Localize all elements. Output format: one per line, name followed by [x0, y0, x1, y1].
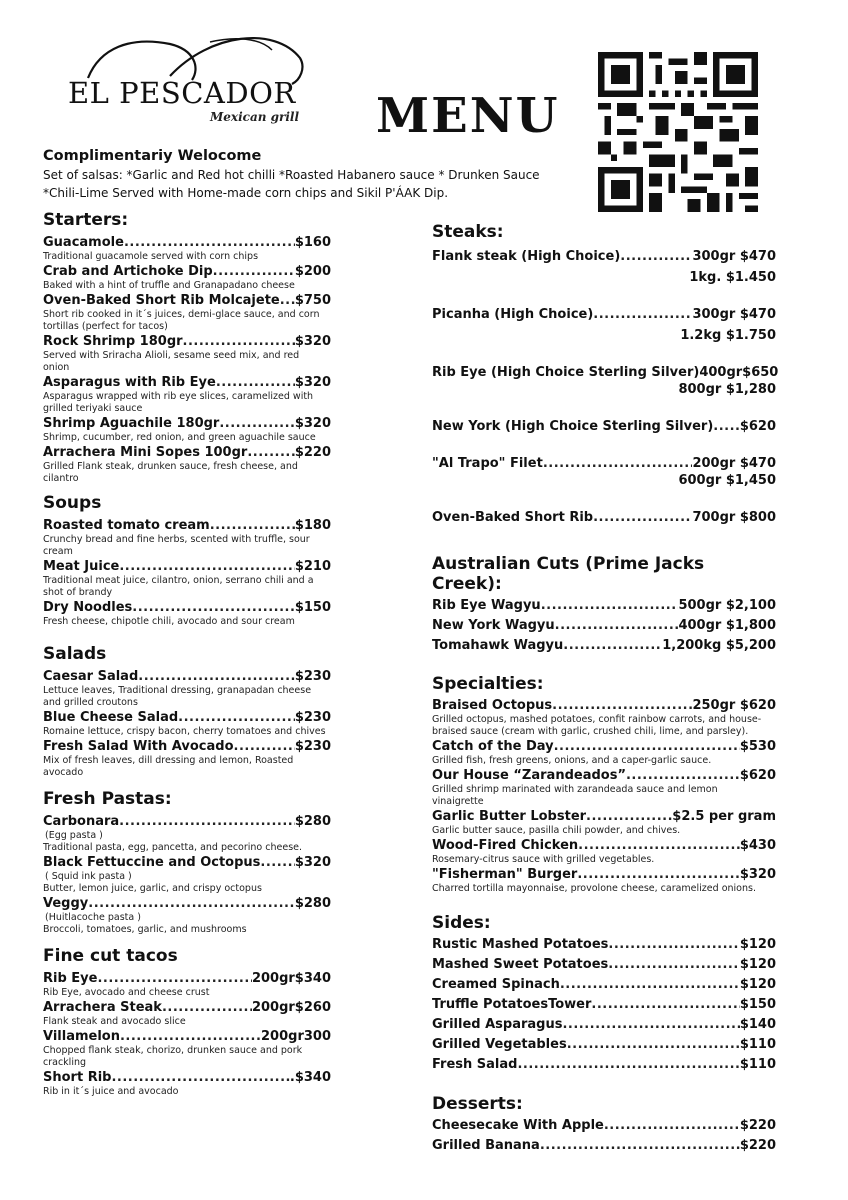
section-title-specialties: Specialties:: [432, 674, 544, 694]
menu-item: [432, 617, 776, 634]
menu-item: [43, 738, 331, 779]
item-price: $180: [294, 518, 331, 533]
item-price: $140: [739, 1017, 776, 1032]
item-name: Fresh Salad With Avocado: [43, 739, 234, 754]
item-description: Served with Sriracha Alioli, sesame seed mix, and red onion: [43, 350, 300, 373]
item-price: $320: [739, 867, 776, 882]
item-description: Rib in it´s juice and avocado: [43, 1086, 179, 1097]
item-price: 500gr $2,100: [678, 598, 776, 613]
item-price: $280: [294, 896, 331, 911]
item-description: Mix of fresh leaves, dill dressing and lemon, Roasted avocado: [43, 755, 294, 778]
item-name: Cheesecake With Apple: [432, 1118, 604, 1133]
item-description: Traditional meat juice, cilantro, onion, serrano chili and a shot of brandy: [43, 575, 314, 598]
section-title-desserts: Desserts:: [432, 1094, 523, 1114]
item-price: $230: [294, 669, 331, 684]
item-price: $220: [739, 1118, 776, 1133]
section-title-salads: Salads: [43, 644, 107, 664]
menu-item: [43, 415, 331, 444]
item-name: Veggy: [43, 896, 89, 911]
item-price: 400gr$650: [699, 365, 779, 380]
item-name: Garlic Butter Lobster: [432, 809, 587, 824]
item-price: $430: [739, 838, 776, 853]
item-name: Grilled Vegetables: [432, 1037, 567, 1052]
menu-item: [43, 854, 331, 895]
menu-item: [432, 248, 776, 286]
item-price: $200: [294, 264, 331, 279]
item-price-large: 600gr $1,450: [678, 473, 776, 488]
section-title-steaks: Steaks:: [432, 222, 504, 242]
item-description: Fresh cheese, chipotle chili, avocado and sour cream: [43, 616, 295, 627]
menu-item: [43, 374, 331, 415]
menu-item: [432, 837, 776, 866]
item-price: $150: [739, 997, 776, 1012]
item-name: Grilled Asparagus: [432, 1017, 563, 1032]
menu-item: [43, 444, 331, 485]
left-column: [43, 210, 331, 1098]
item-price: $230: [294, 710, 331, 725]
item-description: Baked with a hint of truffle and Granapadano cheese: [43, 280, 295, 291]
item-description: Short rib cooked in it´s juices, demi-glace sauce, and corn tortillas (perfect for tacos): [43, 309, 320, 332]
item-name: Rib Eye (High Choice Sterling Silver): [432, 365, 700, 380]
menu-item: [43, 558, 331, 599]
item-description: Charred tortilla mayonnaise, provolone cheese, caramelized onions.: [432, 883, 756, 894]
menu-item: [432, 976, 776, 993]
item-name: Tomahawk Wagyu: [432, 638, 564, 653]
item-name: Dry Noodles: [43, 600, 133, 615]
section-title-soups: Soups: [43, 493, 102, 513]
menu-item: [432, 1137, 776, 1154]
menu-item: [432, 418, 776, 435]
item-price: 300gr $470: [692, 307, 776, 322]
item-name: Caesar Salad: [43, 669, 139, 684]
item-price: $620: [739, 419, 776, 434]
menu-item: [432, 866, 776, 895]
item-name: Fresh Salad: [432, 1057, 518, 1072]
welcome-block: [43, 148, 583, 202]
item-price: $220: [294, 445, 331, 460]
item-price-large: 1kg. $1.450: [689, 270, 776, 285]
item-description: Grilled Flank steak, drunken sauce, fresh cheese, and cilantro: [43, 461, 298, 484]
item-name: Oven-Baked Short Rib: [432, 510, 594, 525]
menu-item: [43, 1028, 331, 1069]
item-name: Villamelon: [43, 1029, 120, 1044]
menu-item: [43, 517, 331, 558]
item-name: Truffle PotatoesTower: [432, 997, 592, 1012]
brand-tagline: Mexican grill: [210, 110, 300, 124]
menu-item: [43, 234, 331, 263]
item-name: Oven-Baked Short Rib Molcajete: [43, 293, 280, 308]
menu-item: [432, 996, 776, 1013]
menu-item: [43, 292, 331, 333]
item-name: Crab and Artichoke Dip: [43, 264, 213, 279]
menu-item: [432, 697, 776, 738]
item-name: Our House “Zarandeados”: [432, 768, 626, 783]
item-price: $320: [294, 855, 331, 870]
item-name: Black Fettuccine and Octopus: [43, 855, 261, 870]
section-title-sides: Sides:: [432, 913, 491, 933]
item-price: $120: [739, 977, 776, 992]
item-price: 300gr $470: [692, 249, 776, 264]
item-description: Rosemary-citrus sauce with grilled vegetables.: [432, 854, 655, 865]
item-description: Grilled fish, fresh greens, onions, and a caper-garlic sauce.: [432, 755, 712, 766]
menu-item: [432, 1117, 776, 1134]
item-price: 200gr300: [261, 1029, 331, 1044]
item-name: Rustic Mashed Potatoes: [432, 937, 609, 952]
item-price: $220: [739, 1138, 776, 1153]
menu-item: [432, 455, 776, 489]
item-name: Carbonara: [43, 814, 120, 829]
menu-item: [432, 808, 776, 837]
item-name: Creamed Spinach: [432, 977, 560, 992]
item-name: Shrimp Aguachile 180gr: [43, 416, 220, 431]
item-price: 700gr $800: [692, 510, 776, 525]
menu-item: [432, 738, 776, 767]
item-price: $530: [739, 739, 776, 754]
item-description: Grilled octopus, mashed potatoes, confit rainbow carrots, and house-braised sauce (cream with garlic, crushed chili, lime, and parsley).: [432, 714, 762, 737]
welcome-title: Complimentariy Welocome: [43, 148, 262, 164]
menu-item: [432, 509, 776, 526]
item-price: $160: [294, 235, 331, 250]
item-price: $2.5 per gram: [672, 809, 776, 824]
menu-item: [43, 970, 331, 999]
item-description: Flank steak and avocado slice: [43, 1016, 186, 1027]
qr-code-icon[interactable]: [598, 52, 758, 212]
item-name: Arrachera Mini Sopes 100gr: [43, 445, 248, 460]
menu-item: [432, 936, 776, 953]
item-price-large: 800gr $1,280: [678, 382, 776, 397]
menu-item: [432, 1036, 776, 1053]
item-name: Wood-Fired Chicken: [432, 838, 579, 853]
item-price: 250gr $620: [692, 698, 776, 713]
menu-item: [432, 597, 776, 614]
item-price: $120: [739, 937, 776, 952]
item-price: $150: [294, 600, 331, 615]
menu-item: [43, 333, 331, 374]
item-name: Braised Octopus: [432, 698, 553, 713]
brand-name: EL PESCADOR: [68, 76, 296, 110]
menu-item: [43, 1069, 331, 1098]
item-price: 200gr $470: [692, 456, 776, 471]
item-description: Garlic butter sauce, pasilla chili powder, and chives.: [432, 825, 681, 836]
menu-item: [43, 813, 331, 854]
item-name: Rib Eye Wagyu: [432, 598, 541, 613]
item-name: Asparagus with Rib Eye: [43, 375, 216, 390]
item-name: Rock Shrimp 180gr: [43, 334, 183, 349]
item-price: $320: [294, 334, 331, 349]
menu-item: [432, 956, 776, 973]
right-column: [432, 222, 779, 1154]
item-description: Shrimp, cucumber, red onion, and green aguachile sauce: [43, 432, 316, 443]
item-description: Chopped flank steak, chorizo, drunken sauce and pork crackling: [43, 1045, 303, 1068]
item-price: 200gr$260: [251, 1000, 331, 1015]
item-price: $230: [294, 739, 331, 754]
item-name: Grilled Banana: [432, 1138, 540, 1153]
item-name: "Al Trapo" Filet: [432, 456, 543, 471]
item-name: Guacamole: [43, 235, 124, 250]
menu-item: [43, 263, 331, 292]
welcome-line-1: Set of salsas: *Garlic and Red hot chilli *Roasted Habanero sauce * Drunken Sauce: [43, 168, 540, 182]
section-title-australian: Australian Cuts (Prime Jacks Creek):: [432, 554, 705, 594]
menu-item: [432, 1016, 776, 1033]
item-name: New York Wagyu: [432, 618, 555, 633]
item-price: .$340: [289, 1070, 331, 1085]
item-description: Butter, lemon juice, garlic, and crispy octopus: [43, 883, 262, 894]
menu-title: MENU: [376, 88, 560, 144]
item-name: Blue Cheese Salad: [43, 710, 179, 725]
item-price: $320: [294, 375, 331, 390]
item-name: New York (High Choice Sterling Silver): [432, 419, 714, 434]
menu-item: [43, 599, 331, 628]
item-name: Roasted tomato cream: [43, 518, 210, 533]
menu-item: [43, 895, 331, 936]
item-price: $750: [294, 293, 331, 308]
section-title-tacos: Fine cut tacos: [43, 946, 178, 966]
item-pasta-type: ( Squid ink pasta ): [45, 871, 132, 882]
menu-item: [432, 637, 776, 654]
welcome-line-2: *Chili-Lime Served with Home-made corn chips and Sikil P'ÁAK Dip.: [43, 186, 449, 200]
item-price: $280: [294, 814, 331, 829]
item-name: Meat Juice: [43, 559, 120, 574]
item-name: Mashed Sweet Potatoes: [432, 957, 609, 972]
item-description: Romaine lettuce, crispy bacon, cherry tomatoes and chives: [43, 726, 326, 737]
menu-item: [432, 767, 776, 808]
menu-item: [43, 709, 331, 738]
item-price: 400gr $1,800: [678, 618, 776, 633]
item-description: Traditional guacamole served with corn chips: [43, 251, 259, 262]
item-price: $320: [294, 416, 331, 431]
item-price: $110: [739, 1057, 776, 1072]
item-description: Asparagus wrapped with rib eye slices, caramelized with grilled teriyaki sauce: [43, 391, 314, 414]
item-description: Rib Eye, avocado and cheese crust: [43, 987, 210, 998]
item-price: $210: [294, 559, 331, 574]
item-price: $110: [739, 1037, 776, 1052]
item-name: Rib Eye: [43, 971, 98, 986]
item-name: "Fisherman" Burger: [432, 867, 578, 882]
item-name: Catch of the Day: [432, 739, 554, 754]
menu-item: [432, 306, 776, 344]
item-price: 200gr$340: [251, 971, 331, 986]
item-name: Short Rib: [43, 1070, 112, 1085]
section-title-pastas: Fresh Pastas:: [43, 789, 172, 809]
section-title-starters: Starters:: [43, 210, 129, 230]
menu-item: [432, 1056, 776, 1073]
item-price: $120: [739, 957, 776, 972]
item-description: Traditional pasta, egg, pancetta, and pecorino cheese.: [43, 842, 303, 853]
item-pasta-type: (Huitlacoche pasta ): [45, 912, 141, 923]
restaurant-logo: [60, 28, 320, 138]
item-pasta-type: (Egg pasta ): [45, 830, 103, 841]
item-price: $620: [739, 768, 776, 783]
item-name: Picanha (High Choice): [432, 307, 594, 322]
item-description: Grilled shrimp marinated with zarandeada sauce and lemon vinaigrette: [432, 784, 718, 807]
item-description: Crunchy bread and fine herbs, scented with truffle, sour cream: [43, 534, 310, 557]
item-description: Broccoli, tomatoes, garlic, and mushrooms: [43, 924, 247, 935]
item-name: Flank steak (High Choice): [432, 249, 621, 264]
item-name: Arrachera Steak: [43, 1000, 162, 1015]
menu-item: [43, 668, 331, 709]
menu-item: [43, 999, 331, 1028]
item-price-large: 1.2kg $1.750: [680, 328, 776, 343]
item-price: 1,200kg $5,200: [662, 638, 776, 653]
item-description: Lettuce leaves, Traditional dressing, granapadan cheese and grilled croutons: [43, 685, 312, 708]
menu-item: [432, 364, 779, 398]
